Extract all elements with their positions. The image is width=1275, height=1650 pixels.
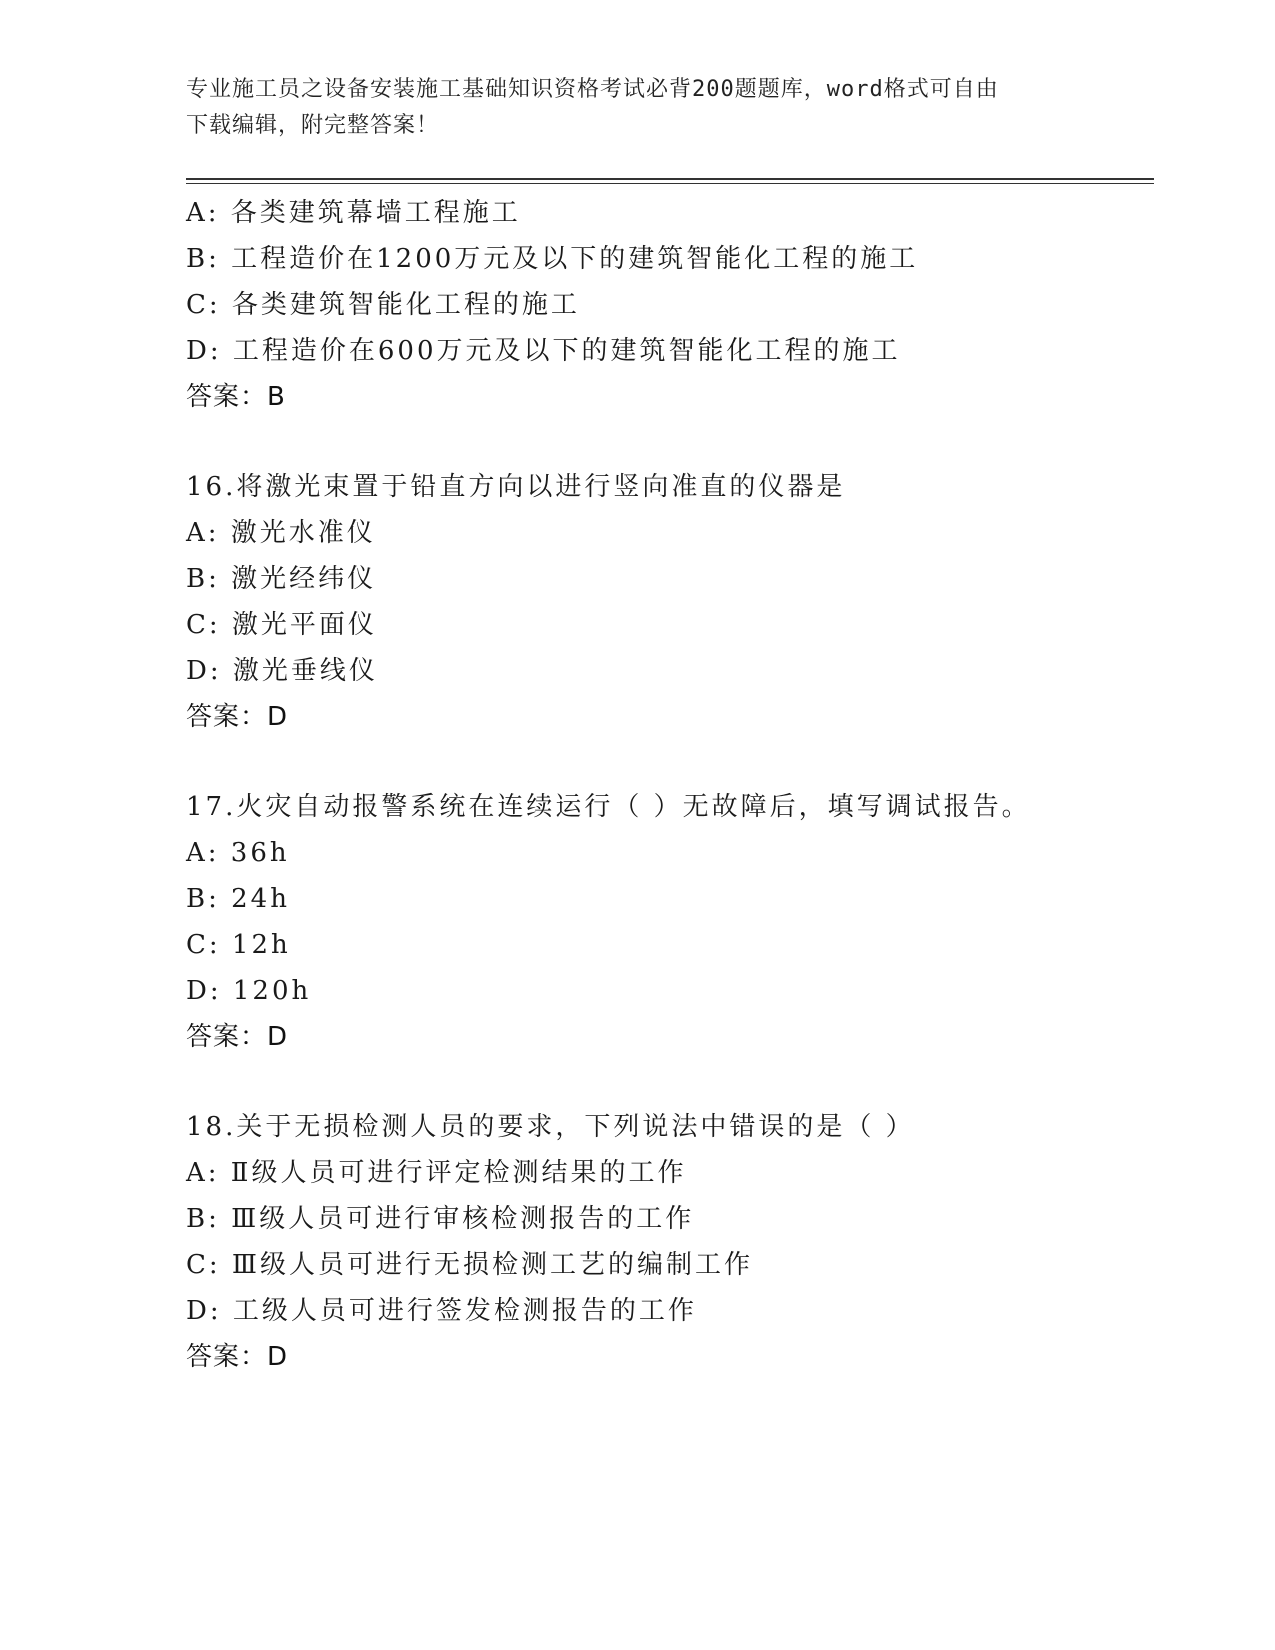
question-list — [186, 190, 1146, 1380]
answer-label: 答案：D — [186, 1022, 289, 1052]
question-text: 16.将激光束置于铅直方向以进行竖向准直的仪器是 — [186, 472, 846, 502]
document-header — [186, 72, 1086, 144]
spacer — [186, 1060, 1146, 1104]
answer-label: 答案：B — [186, 382, 286, 412]
option-d: D: 激光垂线仪 — [186, 656, 378, 686]
option-b: B: Ⅲ级人员可进行审核检测报告的工作 — [186, 1204, 695, 1234]
option-c: C: Ⅲ级人员可进行无损检测工艺的编制工作 — [186, 1250, 753, 1280]
option-d: D: 工程造价在600万元及以下的建筑智能化工程的施工 — [186, 336, 901, 366]
answer-label: 答案：D — [186, 1342, 289, 1372]
spacer — [186, 420, 1146, 464]
option-a: A: Ⅱ级人员可进行评定检测结果的工作 — [186, 1158, 687, 1188]
option-a: A: 各类建筑幕墙工程施工 — [186, 198, 521, 228]
option-b: B: 24h — [186, 884, 290, 914]
header-line-1: 专业施工员之设备安装施工基础知识资格考试必背200题题库，word格式可自由 — [186, 77, 999, 102]
option-c: C: 12h — [186, 930, 291, 960]
option-b: B: 工程造价在1200万元及以下的建筑智能化工程的施工 — [186, 244, 919, 274]
spacer — [186, 740, 1146, 784]
question-text: 17.火灾自动报警系统在连续运行（ ）无故障后，填写调试报告。 — [186, 792, 1031, 822]
option-a: A: 激光水准仪 — [186, 518, 376, 548]
option-d: D: 工级人员可进行签发检测报告的工作 — [186, 1296, 697, 1326]
header-divider-thick — [186, 178, 1154, 180]
option-a: A: 36h — [186, 838, 290, 868]
option-b: B: 激光经纬仪 — [186, 564, 377, 594]
option-c: C: 激光平面仪 — [186, 610, 377, 640]
question-15 — [186, 190, 1146, 420]
option-d: D: 120h — [186, 976, 312, 1006]
question-text: 18.关于无损检测人员的要求，下列说法中错误的是（ ） — [186, 1112, 915, 1142]
question-18 — [186, 1104, 1146, 1380]
header-line-2: 下载编辑，附完整答案！ — [186, 113, 440, 138]
answer-label: 答案：D — [186, 702, 289, 732]
option-c: C: 各类建筑智能化工程的施工 — [186, 290, 580, 320]
question-16 — [186, 464, 1146, 740]
question-17 — [186, 784, 1146, 1060]
header-divider-thin — [186, 183, 1154, 184]
